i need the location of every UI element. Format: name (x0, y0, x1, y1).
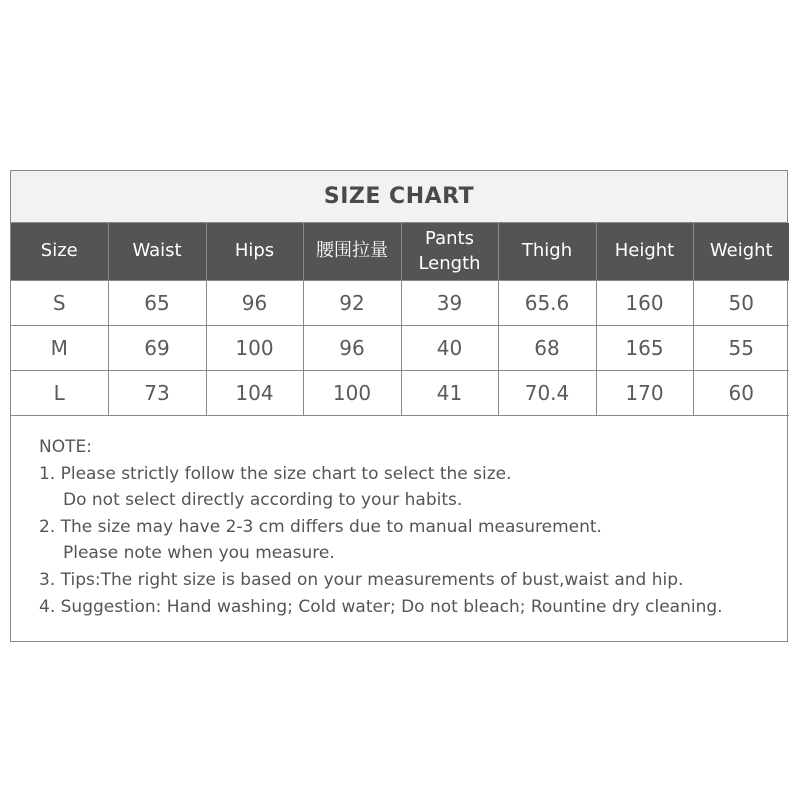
note-2: 2. The size may have 2-3 cm differs due to manual measurement. (39, 516, 602, 537)
note-1: 1. Please strictly follow the size chart to select the size. (39, 463, 512, 484)
table-row (11, 281, 789, 326)
note-2-continuation: Please note when you measure. (63, 543, 335, 564)
column-header-pants-length: Pants Length (401, 223, 498, 281)
table-cell: 60 (693, 371, 789, 416)
table-cell: 160 (596, 281, 693, 326)
table-cell: 69 (108, 326, 206, 371)
size-chart-title: SIZE CHART (11, 171, 787, 223)
size-chart-card (10, 170, 788, 642)
table-cell: 100 (303, 371, 401, 416)
column-header-size: Size (11, 223, 108, 281)
table-cell: 65.6 (498, 281, 596, 326)
note-3: 3. Tips:The right size is based on your measurements of bust,waist and hip. (39, 569, 684, 590)
table-cell: 165 (596, 326, 693, 371)
column-header-weight: Weight (693, 223, 789, 281)
table-header-row (11, 223, 789, 281)
table-cell: 96 (206, 281, 303, 326)
size-chart-table (11, 223, 789, 416)
table-cell: L (11, 371, 108, 416)
table-cell: 100 (206, 326, 303, 371)
table-cell: 170 (596, 371, 693, 416)
table-cell: 41 (401, 371, 498, 416)
note-1-continuation: Do not select directly according to your habits. (63, 490, 463, 511)
column-header-waist-stretch: 腰围拉量 (303, 223, 401, 281)
table-cell: 40 (401, 326, 498, 371)
table-cell: S (11, 281, 108, 326)
table-cell: M (11, 326, 108, 371)
table-cell: 73 (108, 371, 206, 416)
note-4: 4. Suggestion: Hand washing; Cold water; Do not bleach; Rountine dry cleaning. (39, 596, 723, 617)
table-cell: 50 (693, 281, 789, 326)
table-row (11, 326, 789, 371)
column-header-height: Height (596, 223, 693, 281)
column-header-waist: Waist (108, 223, 206, 281)
column-header-thigh: Thigh (498, 223, 596, 281)
table-cell: 70.4 (498, 371, 596, 416)
table-row (11, 371, 789, 416)
notes-heading: NOTE: (39, 437, 92, 457)
table-cell: 39 (401, 281, 498, 326)
notes-section (11, 416, 787, 620)
table-cell: 92 (303, 281, 401, 326)
table-cell: 55 (693, 326, 789, 371)
column-header-hips: Hips (206, 223, 303, 281)
table-cell: 68 (498, 326, 596, 371)
table-cell: 65 (108, 281, 206, 326)
table-cell: 96 (303, 326, 401, 371)
table-cell: 104 (206, 371, 303, 416)
